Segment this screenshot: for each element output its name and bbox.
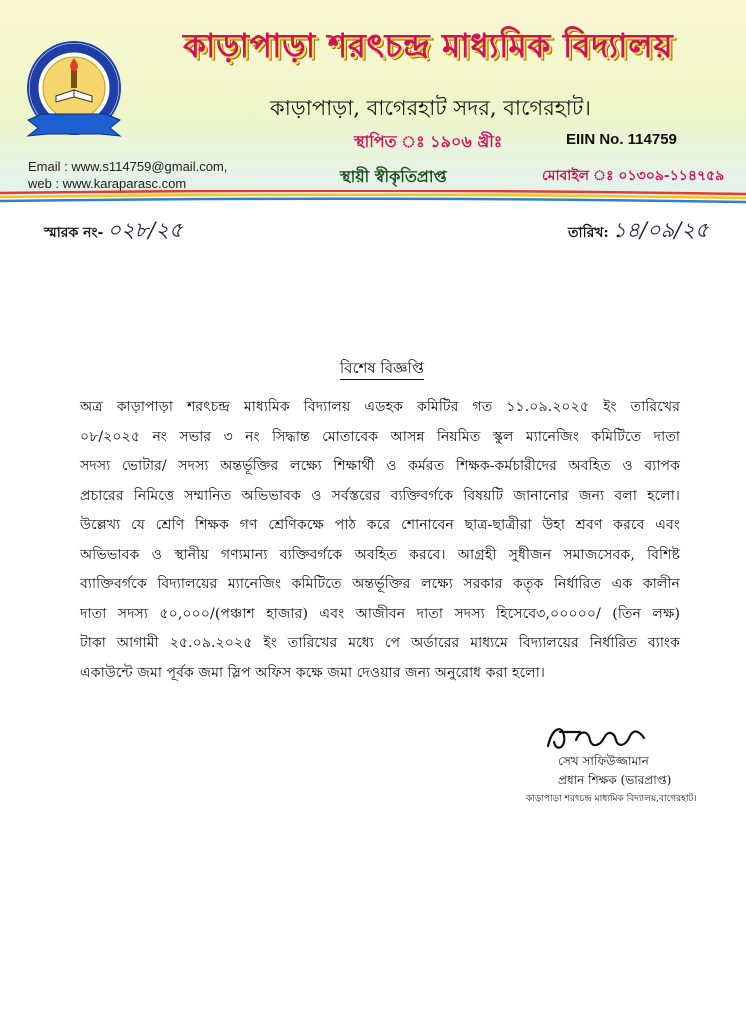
notice-line: টাকা আগামী ২৫.০৯.২০২৫ ইং তারিখের মধ্যে পে অর্ডারের মাধ্যমে বিদ্যালয়ের নির্ধারিত ব্যাংক (80, 635, 680, 651)
date-label: তারিখ: (568, 225, 609, 241)
signatory-school: কাড়াপাড়া শরৎচন্দ্র মাধ্যমিক বিদ্যালয়,বাগেরহাট। (526, 794, 697, 804)
school-emblem-logo (18, 36, 130, 148)
date-field (568, 214, 709, 249)
notice-title: বিশেষ বিজ্ঞপ্তি (0, 357, 746, 382)
date-value: ১৪/০৯/২৫ (612, 218, 709, 242)
notice-line: ০৮/২০২৫ নং সভার ৩ নং সিদ্ধান্ত মোতাবেক আসন্ন নিয়মিত স্কুল ম্যানেজিং কমিটিতে দাতা (80, 428, 680, 445)
notice-line: উল্লেখ্য যে শ্রেণি শিক্ষক গণ শ্রেণিকক্ষে পাঠ করে শোনাবেন ছাত্র-ছাত্রীরা উহা শ্রবণ করবে এবং (80, 517, 680, 533)
notice-line: দাতা সদস্য ৫০,০০০/(পঞ্চাশ হাজার) এবং আজীবন দাতা সদস্য হিসেবে৩,০০০০০/ (তিন লক্ষ) (80, 605, 680, 622)
letterhead (0, 0, 746, 196)
signatory-title: প্রধান শিক্ষক (ভারপ্রাপ্ত) (558, 773, 672, 787)
memo-label: স্মারক নং- (44, 225, 104, 241)
school-name: কাড়াপাড়া শরৎচন্দ্র মাধ্যমিক বিদ্যালয় (182, 26, 674, 65)
signatory-name: সেখ সাফিউজ্জামান (558, 754, 649, 768)
notice-body (80, 393, 680, 688)
notice-line: সদস্য ভোটার/ সদস্য অন্তর্ভূক্তির লক্ষ্যে শিক্ষার্থী ও কর্মরত শিক্ষক-কর্মচারীদের অবহিত ও ব্যাপক (80, 458, 680, 474)
website-text: web : www.karaparasc.com (28, 176, 187, 191)
mobile-number: মোবাইল ঃ ০১৩০৯-১১৪৭৫৯ (542, 168, 725, 184)
notice-line: একাউন্টে জমা পূর্বক জমা স্লিপ অফিস কক্ষে জমা দেওয়ার জন্য অনুরোধ করা হলো। (80, 664, 545, 681)
email-text: Email : www.s114759@gmail.com, (28, 159, 228, 174)
notice-line: অত্র কাড়াপাড়া শরৎচন্দ্র মাধ্যমিক বিদ্যালয় এডহক কমিটির গত ১১.০৯.২০২৫ ইং তারিখের (80, 399, 680, 415)
notice-line: ব্যাক্তিবর্গকে বিদ্যালয়ের ম্যানেজিং কমিটিতে অন্তর্ভূক্তির লক্ষ্যে সরকার কতৃক নির্ধারিত এক কালীন (80, 576, 680, 592)
memo-value: ০২৮/২৫ (107, 218, 183, 242)
memo-number (44, 214, 183, 249)
notice-line: অভিভাবক ও স্থানীয় গণ্যমান্য ব্যক্তিবর্গকে অবহিত করবে। আগ্রহী সুধীজন সমাজসেবক, বিশিষ্ট (80, 546, 680, 563)
recognition-status: স্থায়ী স্বীকৃতিপ্রাপ্ত (340, 167, 447, 186)
handwritten-signature (540, 718, 650, 758)
established-year: স্থাপিত ঃ ১৯০৬ খ্রীঃ (354, 132, 503, 151)
letterhead-stripes (0, 190, 746, 206)
school-address: কাড়াপাড়া, বাগেরহাট সদর, বাগেরহাট। (270, 96, 591, 120)
eiin-number: EIIN No. 114759 (566, 131, 677, 148)
notice-line: প্রচারের নিমিত্তে সম্মানিত অভিভাবক ও সর্বস্তরের ব্যক্তিবর্গকে বিষয়টি জানানোর জন্য বলা হলো। (80, 487, 680, 504)
